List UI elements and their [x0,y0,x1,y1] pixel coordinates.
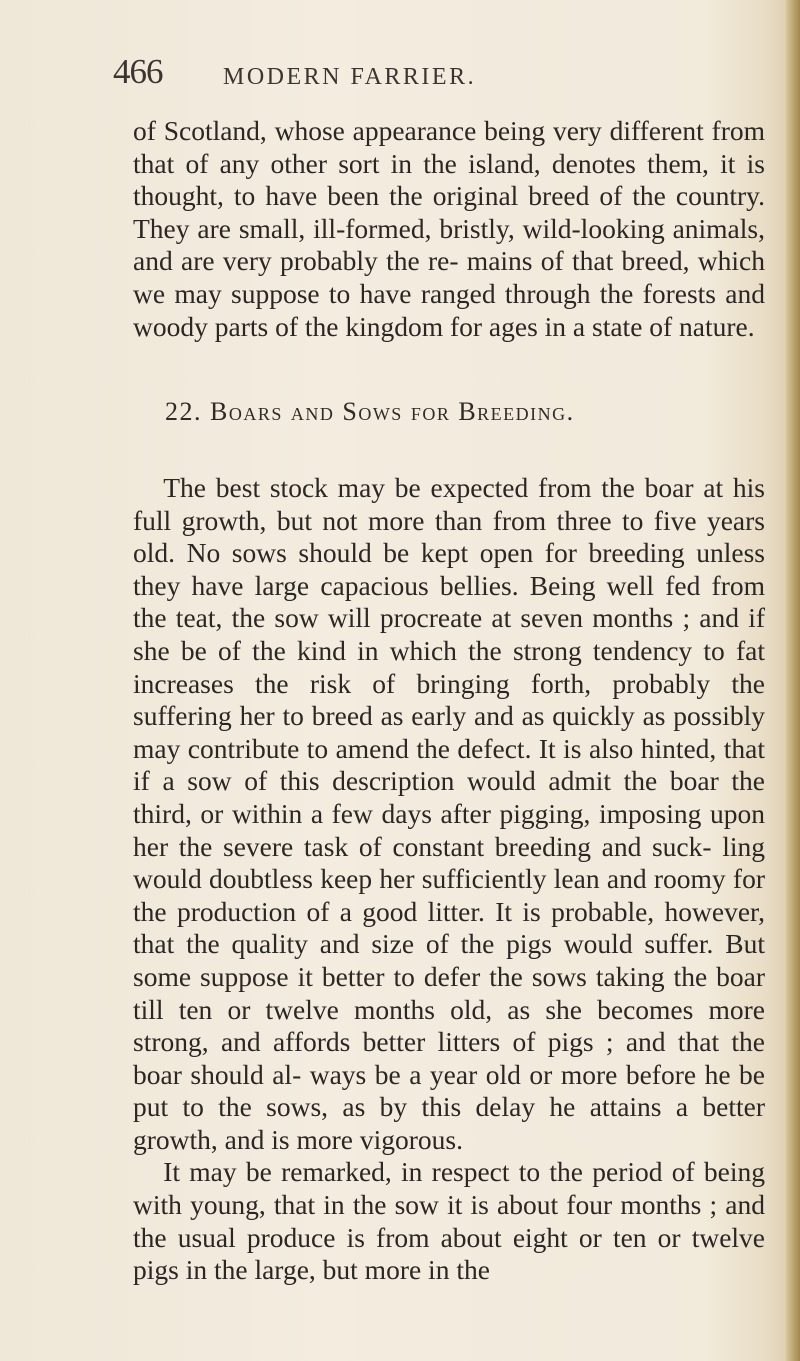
paragraph: of Scotland, whose appearance being very different from that of any other sort in the island, denotes them, it is thought, to have been the original breed of the country. They are small, ill-formed, bristly, wild-looking animals, and are very probably the re- mains of that breed, which we may suppose to have ranged through the forests and woody parts of the kingdom for ages in a state of nature. [133,115,765,342]
section-body [133,472,765,1287]
paragraph: It may be remarked, in respect to the period of being with young, that in the sow it is about four months ; and the usual produce is from about eight or ten or twelve pigs in the large, but more in the [133,1156,765,1286]
paragraph: The best stock may be expected from the boar at his full growth, but not more than from three to five years old. No sows should be kept open for breeding unless they have large capacious bellies. Being well fed from the teat, the sow will procreate at seven months ; and if she be of the kind in which the strong tendency to fat increases the risk of bringing forth, probably the suffering her to breed as early and as quickly as possibly may contribute to amend the defect. It is also hinted, that if a sow of this description would admit the boar the third, or within a few days after pigging, imposing upon her the severe task of constant breeding and suck- ling would doubtless keep her sufficiently lean and roomy for the production of a good litter. It is probable, however, that the quality and size of the pigs would suffer. But some suppose it better to defer the sows taking the boar till ten or twelve months old, as she becomes more strong, and affords better litters of pigs ; and that the boar should al- ways be a year old or more before he be put to the sows, as by this delay he attains a better growth, and is more vigorous. [133,472,765,1155]
section-heading: 22. Boars and Sows for Breeding. [165,397,575,426]
running-head: MODERN FARRIER. [223,64,477,90]
page-edge [786,0,800,1361]
page-header [113,52,773,102]
continued-paragraph-block [133,115,765,343]
page-number: 466 [113,52,163,91]
